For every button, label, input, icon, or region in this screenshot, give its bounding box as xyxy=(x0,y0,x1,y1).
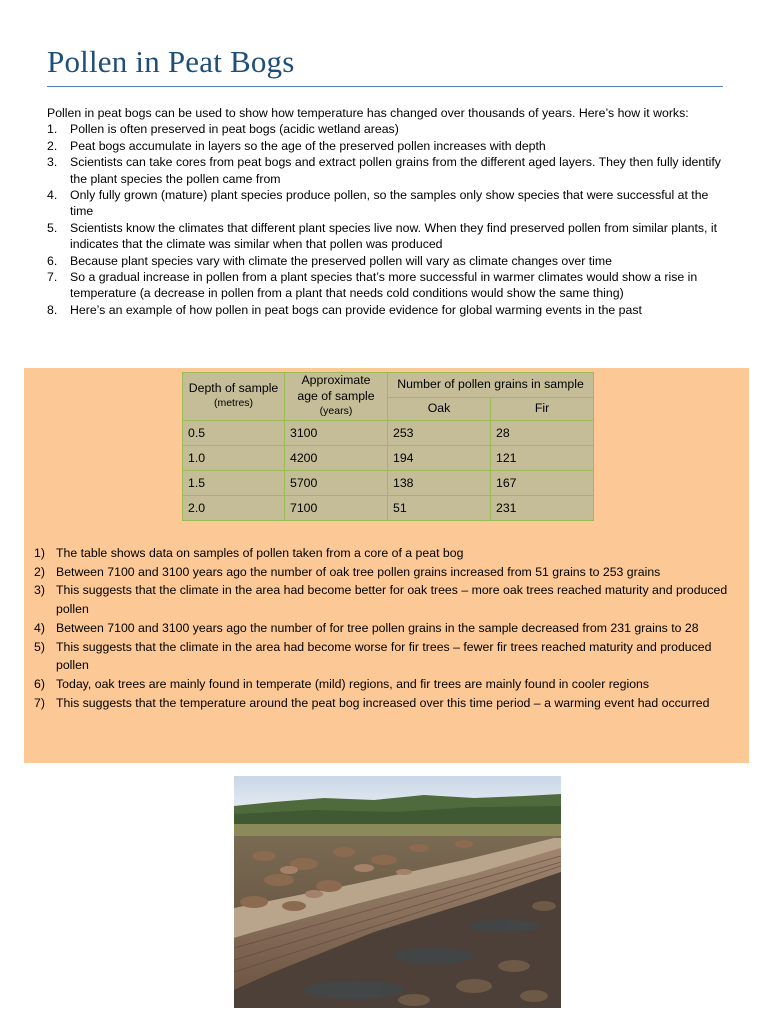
list-number: 6) xyxy=(34,676,45,691)
depth-cell: 1.0 xyxy=(183,445,285,470)
list-item xyxy=(47,138,727,154)
list-item xyxy=(34,563,739,582)
title-divider xyxy=(47,86,723,87)
example-panel xyxy=(24,368,749,763)
fir-cell: 231 xyxy=(491,495,594,520)
fir-cell: 28 xyxy=(491,420,594,445)
list-item xyxy=(47,253,727,269)
age-cell: 4200 xyxy=(285,445,388,470)
count-header: Number of pollen grains in sample xyxy=(388,373,594,398)
list-item xyxy=(34,694,739,713)
list-number: 7) xyxy=(34,695,45,710)
list-item xyxy=(34,581,739,618)
depth-header xyxy=(183,373,285,421)
list-text: Here’s an example of how pollen in peat bogs can provide evidence for global warming events in the past xyxy=(70,302,642,317)
list-text: Scientists know the climates that different plant species live now. When they find preserved pollen from similar plants, it indicates that the climate was similar when that pollen was produced xyxy=(70,220,718,252)
table-row xyxy=(183,495,594,520)
list-number: 1. xyxy=(47,122,58,137)
list-text: Peat bogs accumulate in layers so the age of the preserved pollen increases with depth xyxy=(70,138,546,153)
age-header-label: Approximate age of sample xyxy=(297,373,375,403)
depth-cell: 2.0 xyxy=(183,495,285,520)
list-number: 3. xyxy=(47,155,58,170)
list-number: 6. xyxy=(47,253,58,268)
list-text: This suggests that the climate in the area had become worse for fir trees – fewer fir trees reached maturity and produced pollen xyxy=(56,639,712,673)
list-number: 2. xyxy=(47,138,58,153)
age-cell: 3100 xyxy=(285,420,388,445)
list-number: 5. xyxy=(47,220,58,235)
fir-cell: 167 xyxy=(491,470,594,495)
table-row xyxy=(183,420,594,445)
page-title: Pollen in Peat Bogs xyxy=(47,44,295,79)
list-item xyxy=(34,619,739,638)
age-header xyxy=(285,373,388,421)
list-number: 7. xyxy=(47,270,58,285)
list-item xyxy=(47,269,727,302)
age-unit: (years) xyxy=(319,405,353,417)
list-item xyxy=(47,302,727,318)
list-text: Between 7100 and 3100 years ago the number of oak tree pollen grains increased from 51 grains to 253 grains xyxy=(56,564,661,579)
pollen-table xyxy=(182,372,594,521)
list-text: Pollen is often preserved in peat bogs (acidic wetland areas) xyxy=(70,122,399,137)
list-item xyxy=(34,675,739,694)
age-cell: 7100 xyxy=(285,495,388,520)
list-item xyxy=(47,154,727,187)
table-header-row xyxy=(183,373,594,398)
list-text: Because plant species vary with climate the preserved pollen will vary as climate changes over time xyxy=(70,253,612,268)
list-item xyxy=(47,187,727,220)
oak-cell: 51 xyxy=(388,495,491,520)
depth-header-label: Depth of sample xyxy=(188,380,279,395)
oak-cell: 194 xyxy=(388,445,491,470)
list-item xyxy=(34,544,739,563)
list-number: 5) xyxy=(34,639,45,654)
fir-header: Fir xyxy=(491,397,594,420)
fir-cell: 121 xyxy=(491,445,594,470)
list-number: 1) xyxy=(34,546,45,560)
intro-paragraph: Pollen in peat bogs can be used to show how temperature has changed over thousands of years. Here’s how it works: xyxy=(47,106,689,120)
oak-header: Oak xyxy=(388,397,491,420)
depth-cell: 1.5 xyxy=(183,470,285,495)
list-number: 4) xyxy=(34,620,45,635)
table-row xyxy=(183,470,594,495)
list-text: This suggests that the temperature around the peat bog increased over this time period – a warming event had occurred xyxy=(56,695,710,710)
steps-list xyxy=(47,121,727,318)
depth-cell: 0.5 xyxy=(183,420,285,445)
table-row xyxy=(183,445,594,470)
list-text: The table shows data on samples of pollen taken from a core of a peat bog xyxy=(56,546,464,560)
list-text: Scientists can take cores from peat bogs and extract pollen grains from the different aged layers. They then fully identify the plant species the pollen came from xyxy=(70,155,721,186)
list-text: Today, oak trees are mainly found in temperate (mild) regions, and fir trees are mainly found in cooler regions xyxy=(56,676,650,691)
list-text: Between 7100 and 3100 years ago the number of for tree pollen grains in the sample decreased from 231 grains to 28 xyxy=(56,620,699,635)
oak-cell: 138 xyxy=(388,470,491,495)
list-number: 2) xyxy=(34,564,45,579)
findings-list xyxy=(34,544,739,712)
intro-section xyxy=(47,105,727,318)
age-cell: 5700 xyxy=(285,470,388,495)
list-text: This suggests that the climate in the area had become better for oak trees – more oak trees reached maturity and produced pollen xyxy=(56,583,728,617)
list-number: 8. xyxy=(47,302,58,317)
depth-unit: (metres) xyxy=(213,397,254,410)
list-item xyxy=(47,121,727,137)
oak-cell: 253 xyxy=(388,420,491,445)
list-item xyxy=(47,220,727,253)
list-text: Only fully grown (mature) plant species produce pollen, so the samples only show species that were successful at the time xyxy=(70,188,709,219)
list-item xyxy=(34,638,739,675)
list-text: So a gradual increase in pollen from a plant species that’s more successful in warmer climates would show a rise in temperature (a decrease in pollen from a plant that needs cold conditions would show the same thing) xyxy=(70,270,698,301)
peat-bog-photo xyxy=(234,776,561,1008)
list-number: 4. xyxy=(47,188,58,203)
list-number: 3) xyxy=(34,583,45,598)
